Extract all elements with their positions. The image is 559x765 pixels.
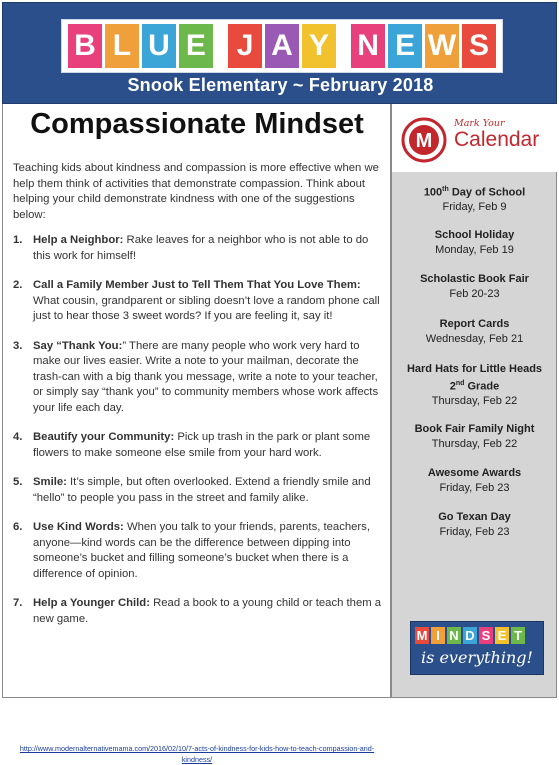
suggestion-number: 5.: [13, 476, 23, 488]
suggestion-number: 4.: [13, 431, 23, 443]
suggestion-text: When you talk to your friends, parents, teachers, anyone—kind words can be the difference between dipping into someone’s bucket and filling someone’s bucket when there is a difference of opinion.: [33, 521, 370, 580]
suggestion-title: Use Kind Words:: [33, 521, 124, 533]
event-title: 100th Day of School: [423, 186, 526, 199]
logo-spacer: [216, 24, 225, 68]
logo-letter-tile: W: [425, 24, 459, 68]
suggestion-body: [27, 430, 383, 461]
calendar-logo-icon: [400, 116, 448, 164]
logo-letter-tile: L: [105, 24, 139, 68]
logo-spacer: [339, 24, 348, 68]
mindset-letter-tile: N: [447, 627, 461, 644]
mindset-letters: [415, 627, 525, 644]
calendar-event: [392, 466, 557, 495]
newsletter-subtitle: Snook Elementary ~ February 2018: [127, 75, 434, 95]
logo-letter-tile: A: [265, 24, 299, 68]
event-date: Friday, Feb 23: [439, 525, 510, 538]
suggestion-text: What cousin, grandparent or sibling doesn’t love a random phone call just to hear those 3 sweet words? If you are feeling it, say it!: [33, 294, 380, 322]
calendar-small-label: Mark Your: [454, 118, 505, 129]
logo-letter-tile: U: [142, 24, 176, 68]
mindset-letter-tile: S: [479, 627, 493, 644]
suggestion-item: [13, 596, 383, 627]
mark-your-calendar-header: [392, 104, 557, 172]
event-date: Friday, Feb 9: [442, 201, 507, 214]
suggestion-body: [27, 339, 383, 417]
event-title: Hard Hats for Little Heads: [406, 363, 543, 375]
blue-jay-news-logo: [61, 19, 503, 73]
calendar-event: [392, 422, 557, 451]
logo-letter-tile: N: [351, 24, 385, 68]
calendar-event: [392, 228, 557, 257]
suggestion-number: 3.: [13, 339, 23, 352]
suggestion-number: 2.: [13, 279, 23, 291]
event-date: Thursday, Feb 22: [431, 437, 518, 450]
suggestion-item: [13, 475, 383, 506]
mindset-letter-tile: M: [416, 628, 428, 643]
suggestion-text: It’s simple, but often overlooked. Extend a friendly smile and “hello” to people you pass in the street and family alike.: [33, 476, 371, 504]
logo-letter-tile: S: [462, 24, 496, 68]
calendar-event: [392, 510, 557, 539]
event-date: Monday, Feb 19: [435, 243, 514, 256]
suggestion-body: [27, 596, 383, 627]
event-title: Report Cards: [439, 318, 510, 330]
mindset-tagline: is everything!: [421, 648, 533, 667]
event-title: Scholastic Book Fair: [420, 273, 529, 285]
suggestion-body: [27, 278, 383, 325]
calendar-big-label: Calendar: [454, 128, 540, 151]
main-article: [2, 104, 390, 764]
source-link[interactable]: http://www.modernalternativemama.com/2016/02/10/7-acts-of-kindness-for-kids-how-to-teach-compassion-and-kindness/: [19, 744, 375, 764]
suggestion-title: Call a Family Member Just to Tell Them That You Love Them:: [33, 279, 361, 291]
event-title: Book Fair Family Night: [414, 423, 535, 435]
calendar-event: [392, 272, 557, 301]
mindset-letter-tile: D: [463, 627, 477, 644]
suggestion-body: [27, 520, 383, 582]
calendar-event: [392, 317, 557, 346]
event-date: Thursday, Feb 22: [431, 394, 518, 407]
suggestion-item: [13, 520, 383, 582]
logo-letter-tile: J: [228, 24, 262, 68]
suggestion-number: 6.: [13, 521, 23, 533]
suggestion-title: Beautify your Community:: [33, 431, 175, 443]
newsletter-header: [2, 2, 557, 104]
suggestion-number: 7.: [13, 597, 23, 609]
event-title: Awesome Awards: [427, 467, 522, 479]
calendar-event: [392, 362, 557, 408]
suggestion-title: Help a Younger Child:: [33, 597, 150, 609]
article-title: Compassionate Mindset: [30, 108, 364, 140]
suggestion-item: [13, 233, 383, 264]
logo-letter-tile: E: [388, 24, 422, 68]
suggestion-text: Read a book to a young child or teach them a new game.: [33, 597, 382, 625]
logo-letter-tile: B: [68, 24, 102, 68]
suggestion-body: [27, 475, 383, 506]
suggestion-number: 1.: [13, 234, 23, 246]
event-title-line2: 2nd Grade: [449, 379, 500, 393]
calendar-event: [392, 183, 557, 215]
suggestion-text: Pick up trash in the park or plant some flowers to make someone else smile from your hard work.: [33, 431, 371, 459]
suggestion-item: [13, 339, 383, 417]
mindset-logo: [410, 621, 544, 675]
suggestion-title: Say “Thank You:: [33, 339, 123, 352]
calendar-sidebar: [390, 104, 557, 698]
logo-letter-tile: E: [179, 24, 213, 68]
event-date: Wednesday, Feb 21: [425, 332, 524, 345]
article-intro: Teaching kids about kindness and compassion is more effective when we help them think of activities that demonstrate compassion. Think about helping your child demonstrate kindness with one of the suggestions below:: [13, 162, 379, 221]
suggestion-text: ” There are many people who work very hard to make our lives easier. Write a note to your mailman, decorate the trash-can with a big thank you message, write a note to your teacher, or simply say “thank you” to community members whose work affects your life each day.: [33, 339, 379, 414]
event-date: Friday, Feb 23: [439, 481, 510, 494]
mindset-letter-tile: T: [511, 627, 525, 644]
suggestion-title: Smile:: [33, 476, 67, 488]
suggestion-item: [13, 430, 383, 461]
calendar-logo-letter: M: [415, 130, 433, 152]
suggestion-text: Rake leaves for a neighbor who is not able to do this work for himself!: [33, 234, 369, 262]
mindset-letter-tile: I: [431, 627, 445, 644]
suggestion-body: [27, 233, 383, 264]
suggestion-list: [13, 233, 383, 641]
suggestion-item: [13, 278, 383, 325]
event-title: Go Texan Day: [438, 511, 511, 523]
suggestion-title: Help a Neighbor:: [33, 234, 124, 246]
mindset-letter-tile: E: [495, 627, 509, 644]
logo-letter-tile: Y: [302, 24, 336, 68]
event-date: Feb 20-23: [449, 287, 500, 300]
event-title: School Holiday: [434, 229, 515, 241]
